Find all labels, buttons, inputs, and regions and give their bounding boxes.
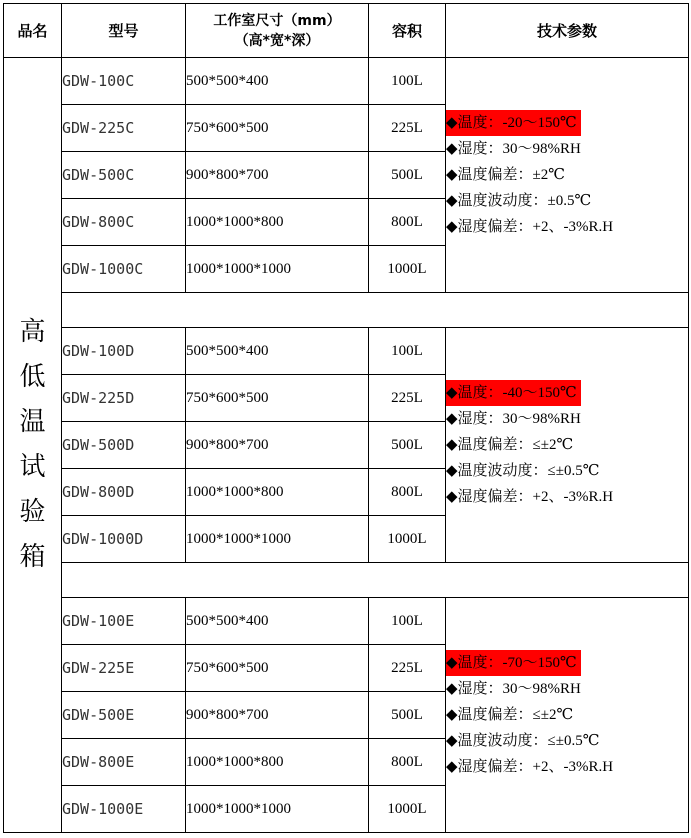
model-cell: GDW-1000C [62, 246, 186, 293]
model-cell: GDW-100E [62, 598, 186, 645]
model-cell: GDW-225C [62, 105, 186, 152]
size-cell: 750*600*500 [186, 645, 369, 692]
header-dimensions-line2: （高*宽*深） [234, 32, 320, 49]
size-cell: 900*800*700 [186, 422, 369, 469]
volume-cell: 100L [369, 328, 446, 375]
table-body [4, 58, 689, 833]
param-line: ◆湿度：30～98%RH [446, 411, 581, 427]
size-cell: 1000*1000*1000 [186, 786, 369, 833]
volume-cell: 225L [369, 645, 446, 692]
model-cell: GDW-225E [62, 645, 186, 692]
size-cell: 500*500*400 [186, 58, 369, 105]
category-char: 高 [19, 317, 46, 347]
model-cell: GDW-500D [62, 422, 186, 469]
model-cell: GDW-500E [62, 692, 186, 739]
volume-cell: 800L [369, 199, 446, 246]
param-line: ◆湿度偏差：+2、-3%R.H [446, 489, 614, 505]
header-volume: 容积 [369, 4, 446, 58]
header-model: 型号 [62, 4, 186, 58]
header-row [4, 4, 689, 58]
param-line: ◆温度偏差：≤±2℃ [446, 437, 574, 453]
group-separator-row [4, 563, 689, 598]
size-cell: 750*600*500 [186, 375, 369, 422]
size-cell: 1000*1000*800 [186, 469, 369, 516]
spec-table [3, 3, 689, 833]
model-cell: GDW-800C [62, 199, 186, 246]
category-char: 低 [19, 362, 46, 392]
param-temperature-range: ◆温度：-40～150℃ [446, 380, 581, 406]
param-line: ◆温度波动度：≤±0.5℃ [446, 463, 600, 479]
category-char: 试 [19, 452, 46, 482]
table-row [4, 58, 689, 105]
header-params: 技术参数 [446, 4, 689, 58]
volume-cell: 1000L [369, 516, 446, 563]
volume-cell: 1000L [369, 246, 446, 293]
header-dimensions-line1: 工作室尺寸（mm） [213, 12, 341, 29]
size-cell: 1000*1000*1000 [186, 246, 369, 293]
model-cell: GDW-1000E [62, 786, 186, 833]
param-line: ◆温度波动度：≤±0.5℃ [446, 733, 600, 749]
model-cell: GDW-800E [62, 739, 186, 786]
param-line: ◆温度偏差：≤±2℃ [446, 707, 574, 723]
param-line: ◆湿度偏差：+2、-3%R.H [446, 759, 614, 775]
volume-cell: 100L [369, 598, 446, 645]
param-line: ◆温度波动度：±0.5℃ [446, 193, 592, 209]
volume-cell: 800L [369, 739, 446, 786]
model-cell: GDW-1000D [62, 516, 186, 563]
params-cell [446, 58, 689, 293]
model-cell: GDW-800D [62, 469, 186, 516]
size-cell: 1000*1000*800 [186, 199, 369, 246]
param-line: ◆温度偏差：±2℃ [446, 167, 566, 183]
size-cell: 900*800*700 [186, 152, 369, 199]
param-line: ◆湿度：30～98%RH [446, 681, 581, 697]
params-cell [446, 328, 689, 563]
group-separator [62, 563, 689, 598]
category-cell [4, 58, 62, 833]
table-row [4, 328, 689, 375]
category-char: 温 [19, 407, 46, 437]
volume-cell: 225L [369, 375, 446, 422]
volume-cell: 500L [369, 692, 446, 739]
size-cell: 750*600*500 [186, 105, 369, 152]
params-cell [446, 598, 689, 833]
size-cell: 500*500*400 [186, 598, 369, 645]
param-temperature-range: ◆温度：-20～150℃ [446, 110, 581, 136]
header-dimensions [186, 4, 369, 58]
volume-cell: 500L [369, 422, 446, 469]
category-char: 验 [19, 497, 46, 527]
model-cell: GDW-100D [62, 328, 186, 375]
group-separator-row [4, 293, 689, 328]
param-line: ◆湿度：30～98%RH [446, 141, 581, 157]
category-char: 箱 [19, 542, 46, 572]
size-cell: 1000*1000*1000 [186, 516, 369, 563]
volume-cell: 100L [369, 58, 446, 105]
volume-cell: 1000L [369, 786, 446, 833]
model-cell: GDW-100C [62, 58, 186, 105]
size-cell: 500*500*400 [186, 328, 369, 375]
group-separator [62, 293, 689, 328]
size-cell: 1000*1000*800 [186, 739, 369, 786]
volume-cell: 225L [369, 105, 446, 152]
size-cell: 900*800*700 [186, 692, 369, 739]
volume-cell: 800L [369, 469, 446, 516]
model-cell: GDW-500C [62, 152, 186, 199]
model-cell: GDW-225D [62, 375, 186, 422]
param-temperature-range: ◆温度：-70～150℃ [446, 650, 581, 676]
param-line: ◆湿度偏差：+2、-3%R.H [446, 219, 614, 235]
volume-cell: 500L [369, 152, 446, 199]
header-name: 品名 [4, 4, 62, 58]
table-row [4, 598, 689, 645]
